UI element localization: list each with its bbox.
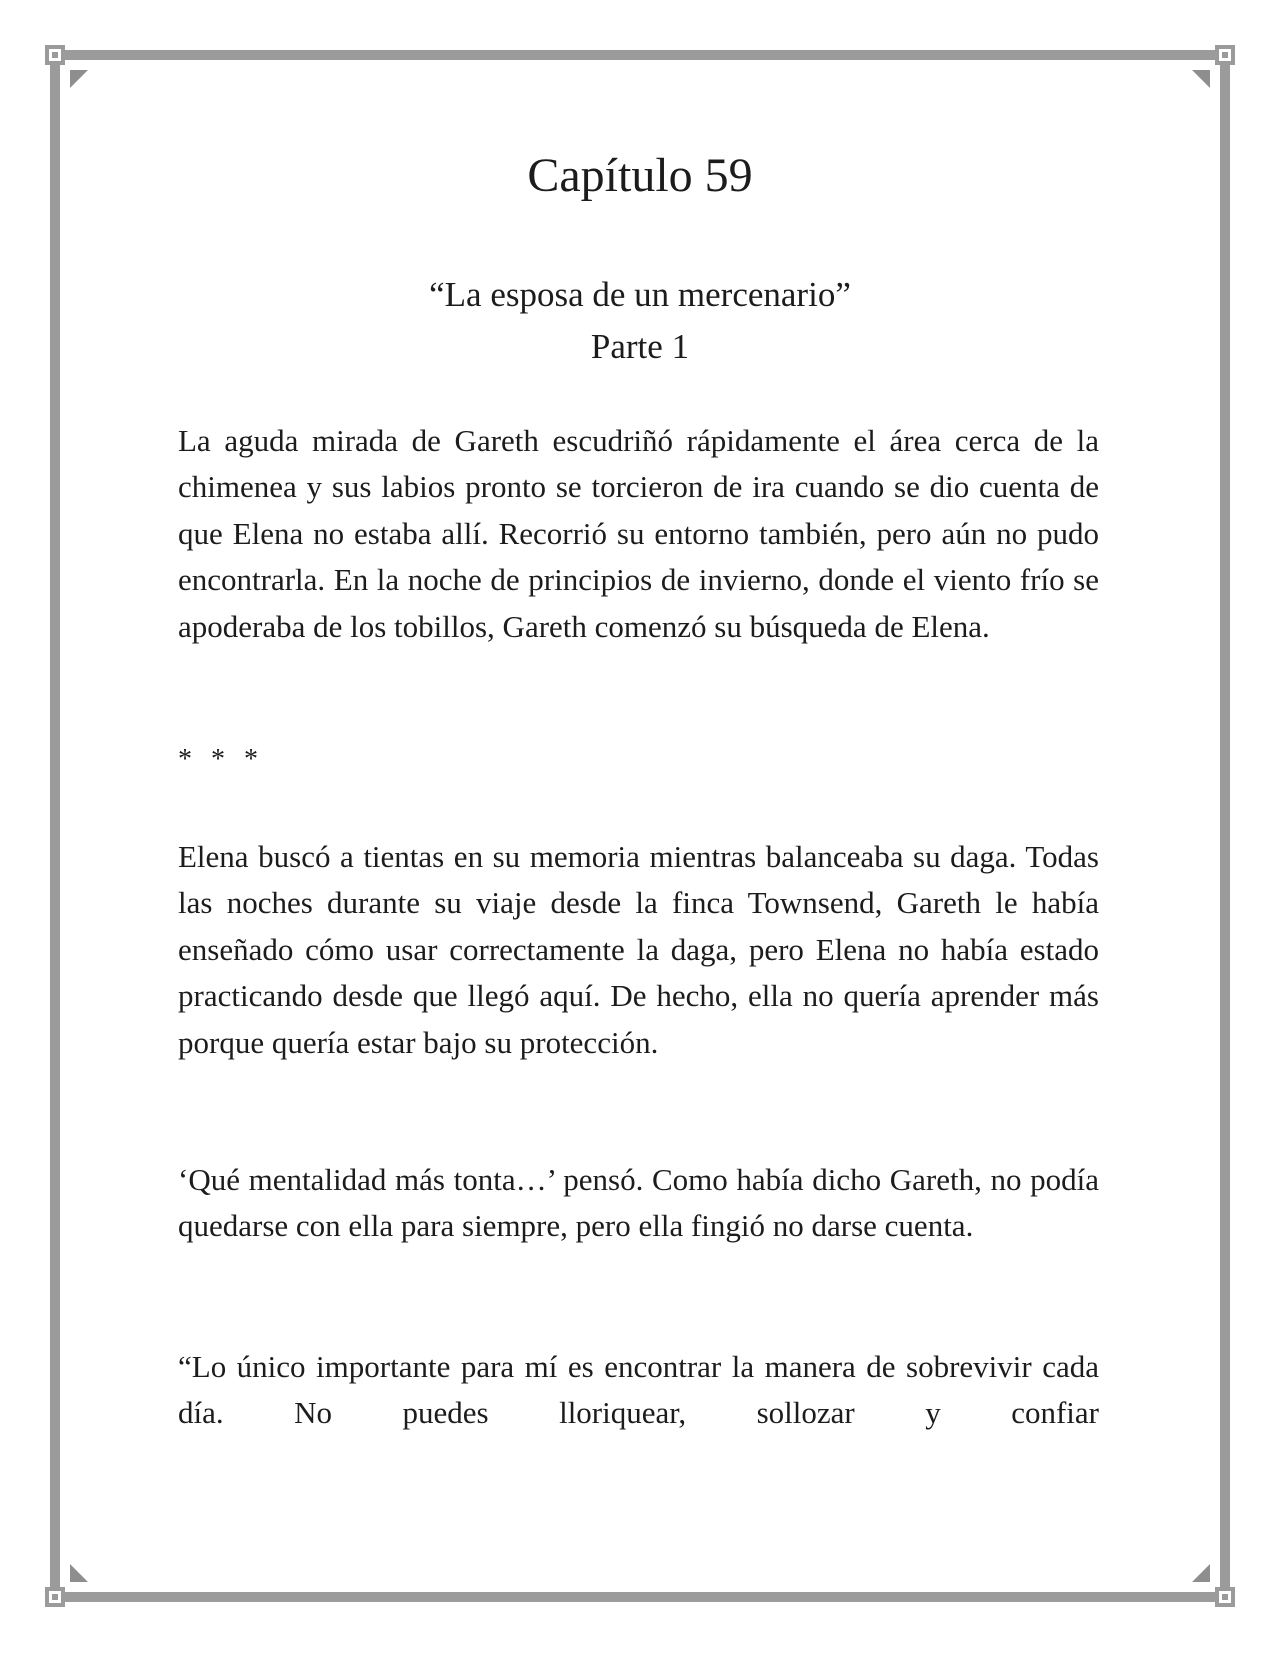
paragraph: “Lo único importante para mí es encontrar la manera de sobrevivir cada día. No puedes lloriquear, sollozar y confiar	[178, 1349, 1099, 1431]
chapter-subtitle: “La esposa de un mercenario”	[429, 275, 851, 314]
frame-corner-ornament-top-left	[45, 45, 65, 65]
frame-border-bottom	[58, 1592, 1222, 1602]
frame-border-top	[58, 50, 1222, 60]
paragraph: La aguda mirada de Gareth escudriñó rápidamente el área cerca de la chimenea y sus labios pronto se torcieron de ira cuando se dio cuenta de que Elena no estaba allí. Recorrió su entorno también, pero aún no pudo encontrarla. En la noche de principios de invierno, donde el viento frío se apoderaba de los tobillos, Gareth comenzó su búsqueda de Elena.	[178, 423, 1099, 644]
corner-triangle-top-right	[1192, 70, 1210, 88]
paragraph: Elena buscó a tientas en su memoria mientras balanceaba su daga. Todas las noches durante su viaje desde la finca Townsend, Gareth le había enseñado cómo usar correctamente la daga, pero Elena no había estado practicando desde que llegó aquí. De hecho, ella no quería aprender más porque quería estar bajo su protección.	[178, 839, 1099, 1060]
paragraph: ‘Qué mentalidad más tonta…’ pensó. Como había dicho Gareth, no podía quedarse con ella para siempre, pero ella fingió no darse cuenta.	[178, 1162, 1099, 1244]
scene-separator: * * *	[178, 744, 264, 775]
corner-triangle-bottom-left	[70, 1564, 88, 1582]
frame-corner-ornament-bottom-left	[45, 1587, 65, 1607]
frame-corner-ornament-top-right	[1215, 45, 1235, 65]
frame-corner-ornament-bottom-right	[1215, 1587, 1235, 1607]
chapter-part-label: Parte 1	[590, 327, 690, 366]
corner-triangle-bottom-right	[1192, 1564, 1210, 1582]
corner-triangle-top-left	[70, 70, 88, 88]
chapter-title: Capítulo 59	[527, 149, 753, 202]
